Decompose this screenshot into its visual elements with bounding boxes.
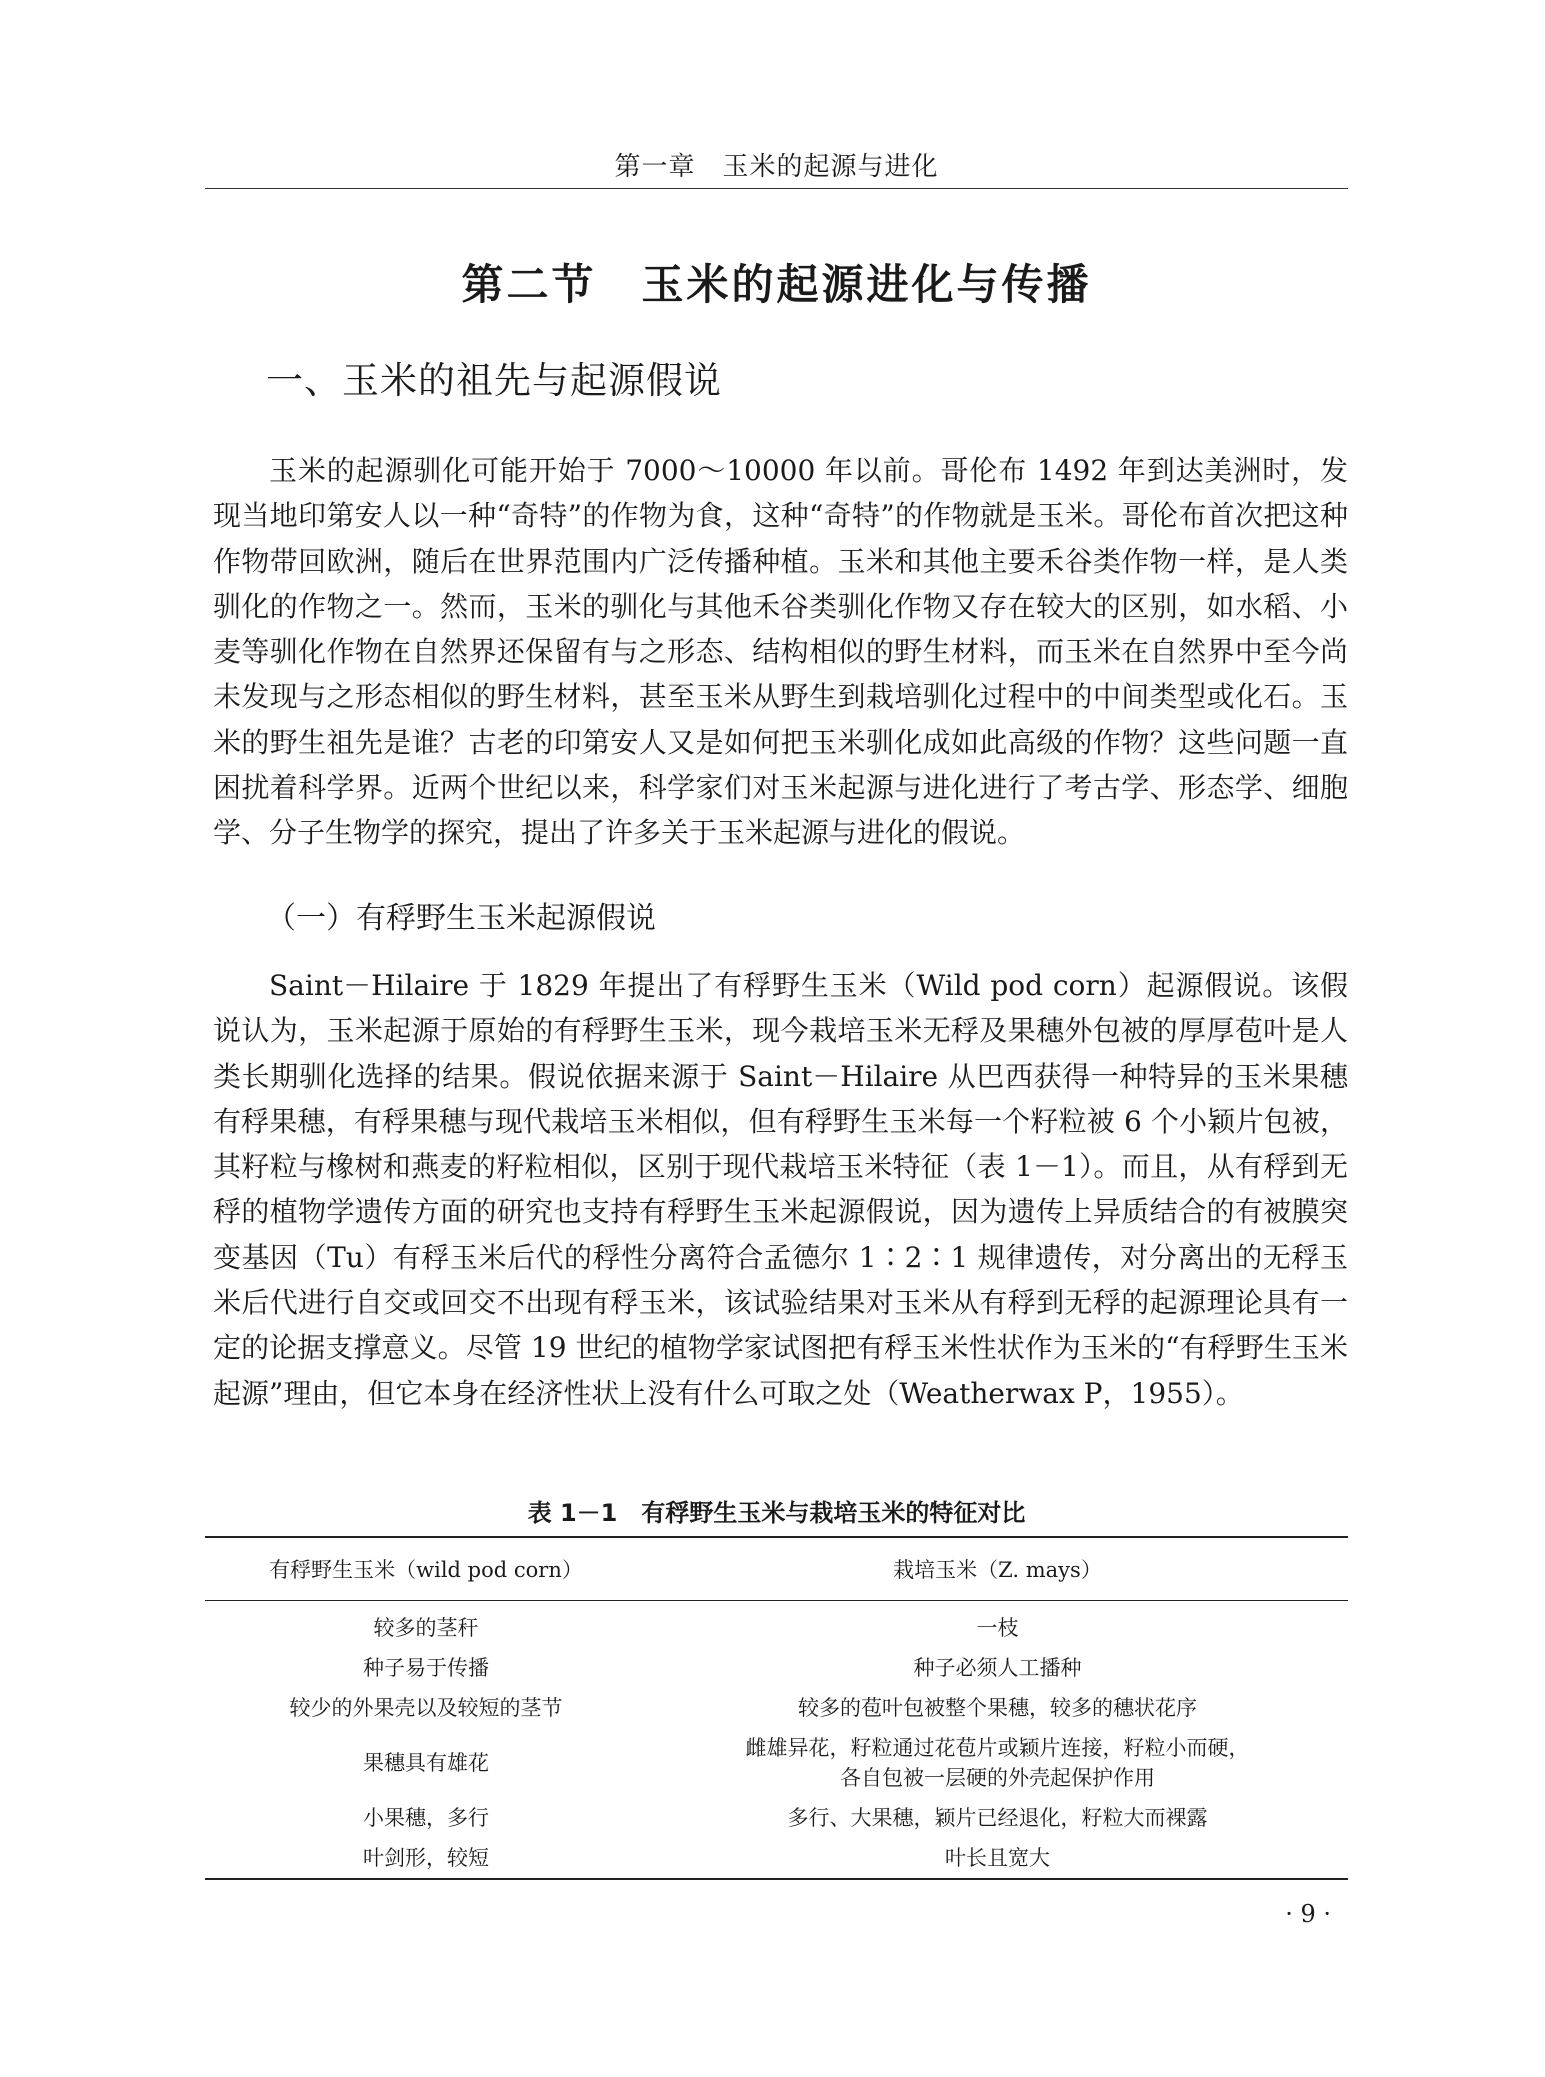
table-header-wild-pod-corn: 有稃野生玉米（wild pod corn）: [269, 1558, 583, 1582]
heading-2: （一）有稃野生玉米起源假说: [266, 901, 656, 936]
table-row: [205, 1648, 1348, 1688]
paragraph-2: Saint－Hilaire 于 1829 年提出了有稃野生玉米（Wild pod corn）起源假说。该假说认为，玉米起源于原始的有稃野生玉米，现今栽培玉米无稃及果穗外包被的厚厚苞叶是人类长期驯化选择的结果。假说依据来源于 Saint－Hilaire 从巴西获得一种特异的玉米果穗 有稃果穗，有稃果穗与现代栽培玉米相似，但有稃野生玉米每一个籽粒被 6 个小颖片包被，其籽粒与橡树和燕麦的籽粒相似，区别于现代栽培玉米特征（表 1－1）。而且，从有稃到无稃的植物学遗传方面的研究也支持有稃野生玉米起源假说，因为遗传上异质结合的有被膜突变基因（Tu）有稃玉米后代的稃性分离符合孟德尔 1∶2∶1 规律遗传，对分离出的无稃玉米后代进行自交或回交不出现有稃玉米，该试验结果对玉米从有稃到无稃的起源理论具有一定的论据支撑意义。尽管 19 世纪的植物学家试图把有稃玉米性状作为玉米的“有稃野生玉米起源”理由，但它本身在经济性状上没有什么可取之处（Weatherwax P，1955）。: [213, 969, 1377, 1410]
table-row: [205, 1601, 1348, 1649]
table-cell: 种子易于传播: [363, 1656, 489, 1680]
table-cell: 叶剑形，较短: [363, 1846, 489, 1870]
table-cell: 小果穗，多行: [363, 1806, 489, 1830]
table-cell: 果穗具有雄花: [363, 1751, 489, 1775]
table-cell: 较少的外果壳以及较短的茎节: [289, 1696, 563, 1720]
table-cell: 叶长且宽大: [945, 1846, 1050, 1870]
table-cell: 较多的茎秆: [373, 1616, 479, 1640]
running-head: 第一章 玉米的起源与进化: [614, 152, 939, 182]
table-cell: 种子必须人工播种: [913, 1656, 1082, 1680]
table-row: [205, 1728, 1348, 1798]
table-row: [205, 1838, 1348, 1879]
heading-1: 一、玉米的祖先与起源假说: [266, 359, 722, 402]
section-title: 第二节 玉米的起源进化与传播: [461, 260, 1092, 309]
table-cell: 多行、大果穗，颖片已经退化，籽粒大而裸露: [787, 1806, 1208, 1830]
table-cell: 一枝: [976, 1616, 1019, 1640]
table-row: [205, 1798, 1348, 1838]
header-rule: [205, 188, 1348, 189]
table-cell: 较多的苞叶包被整个果穗，较多的穗状花序: [798, 1696, 1197, 1720]
page-number: · 9 ·: [1285, 1900, 1331, 1928]
table-cell: 雌雄异花，籽粒通过花苞片或颖片连接，籽粒小而硬， 各自包被一层硬的外壳起保护作用: [745, 1736, 1250, 1790]
table-caption: 表 1－1 有稃野生玉米与栽培玉米的特征对比: [527, 1499, 1026, 1527]
comparison-table: [205, 1536, 1348, 1880]
table-header-cultivated-maize: 栽培玉米（Z. mays）: [893, 1558, 1102, 1582]
table-header-row: [205, 1537, 1348, 1601]
paragraph-1: 玉米的起源驯化可能开始于 7000～10000 年以前。哥伦布 1492 年到达美洲时，发现当地印第安人以一种“奇特”的作物为食，这种“奇特”的作物就是玉米。哥伦布首次把这种作物带回欧洲，随后在世界范围内广泛传播种植。玉米和其他主要禾谷类作物一样，是人类驯化的作物之一。然而，玉米的驯化与其他禾谷类驯化作物又存在较大的区别，如水稻、小麦等驯化作物在自然界还保留有与之形态、结构相似的野生材料，而玉米在自然界中至今尚未发现与之形态相似的野生材料，甚至玉米从野生到栽培驯化过程中的中间类型或化石。玉米的野生祖先是谁？古老的印第安人又是如何把玉米驯化成如此高级的作物？这些问题一直困扰着科学界。近两个世纪以来，科学家们对玉米起源与进化进行了考古学、形态学、细胞学、分子生物学的探究，提出了许多关于玉米起源与进化的假说。: [213, 454, 1348, 850]
table-row: [205, 1688, 1348, 1728]
